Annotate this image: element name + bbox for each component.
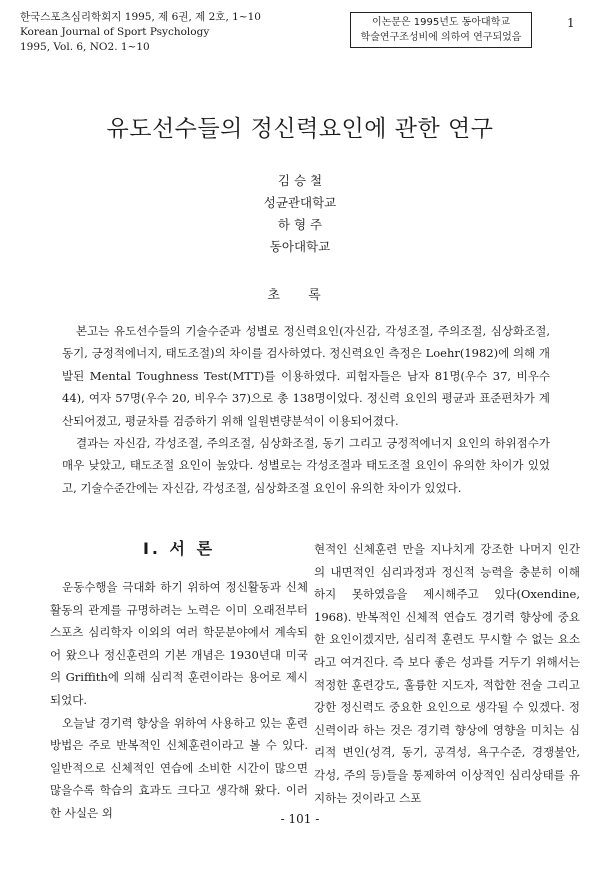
abstract-paragraph: 본고는 유도선수들의 기술수준과 성별로 정신력요인(자신감, 각성조절, 주의조절, 심상화조절, 동기, 긍정적에너지, 태도조절)의 차이를 검사하였다. 정신력요인 측정은 Loehr(1982)에 의해 개발된 Mental Toughness Test(MTT)를 이용하였다. 피험자들은 남자 81명(우수 37, 비우수 44), 여자 57명(우수 20, 비우수 37)으로 총 138명이었다. 정신력 요인의 평균과 표준편차가 계산되어졌고, 평균차를 검증하기 위해 일원변량분석이 이용되어졌다.	[62, 324, 550, 428]
journal-name-korean: 한국스포츠심리학회지 1995, 제 6권, 제 2호, 1~10	[20, 11, 261, 23]
right-column-text	[314, 538, 580, 809]
author-affiliation: 동아대학교	[269, 239, 331, 254]
author-name: 김 승 철	[277, 173, 323, 188]
paper-title: 유도선수들의 정신력요인에 관한 연구	[106, 116, 494, 142]
section-heading: I. 서 론	[142, 539, 216, 558]
abstract-heading: 초 록	[267, 288, 333, 303]
author-block	[0, 170, 600, 258]
body-paragraph: 운동수행을 극대화 하기 위하여 정신활동과 신체활동의 관계를 규명하려는 노력은 이미 오래전부터 스포츠 심리학자 이외의 여러 학문분야에서 계속되어 왔으나 정신훈련의 기본 개념은 1930년대 미국의 Griffith에 의해 심리적 훈련이라는 용어로 제시되었다.	[50, 580, 308, 707]
journal-name-english: Korean Journal of Sport Psychology	[20, 26, 210, 38]
page-number-top: 1	[567, 16, 575, 30]
funding-notice-line2: 학술연구조성비에 의하여 연구되었음	[360, 32, 522, 43]
author-affiliation: 성균관대학교	[263, 195, 337, 210]
left-column-text	[50, 576, 308, 825]
funding-notice-box	[350, 12, 532, 48]
journal-volume: 1995, Vol. 6, NO2. 1~10	[20, 41, 150, 53]
journal-header	[20, 10, 300, 55]
page-footer-number: - 101 -	[280, 812, 320, 826]
body-paragraph: 현적인 신체훈련 만을 지나치게 강조한 나머지 인간의 내면적인 심리과정과 정신적 능력을 충분히 이해하지 못하였음을 제시해주고 있다(Oxendine, 1968). 반복적인 신체적 연습도 경기력 향상에 중요한 요인이겠지만, 심리적 훈련도 무시할 수 없는 요소라고 여겨진다. 즉 보다 좋은 성과를 거두기 위해서는 적정한 훈련강도, 훌륭한 지도자, 적합한 전술 그리고 강한 정신력도 중요한 요인으로 생각될 수 있겠다. 정신력이라 하는 것은 경기력 향상에 영향을 미치는 심리적 변인(성격, 동기, 공격성, 욕구수준, 경쟁불안, 각성, 주의 등)들을 통제하여 이상적인 심리상태를 유지하는 것이라고 스포	[314, 542, 580, 805]
body-paragraph: 오늘날 경기력 향상을 위하여 사용하고 있는 훈련방법은 주로 반복적인 신체훈련이라고 볼 수 있다. 일반적으로 신체적인 연습에 소비한 시간이 많으면 많을수록 학습의 효과도 크다고 생각해 왔다. 이러한 사실은 외	[50, 715, 308, 820]
funding-notice-line1: 이논문은 1995년도 동아대학교	[371, 17, 511, 28]
abstract-paragraph: 결과는 자신감, 각성조절, 주의조절, 심상화조절, 동기 그리고 긍정적에너지 요인의 하위점수가 매우 낮았고, 태도조절 요인이 높았다. 성별로는 각성조절과 태도조절 요인이 유의한 차이가 있었고, 기술수준간에는 자신감, 각성조절, 심상화조절 요인이 유의한 차이가 있었다.	[62, 436, 550, 495]
abstract-body	[62, 320, 550, 499]
author-name: 하 형 주	[277, 217, 323, 232]
